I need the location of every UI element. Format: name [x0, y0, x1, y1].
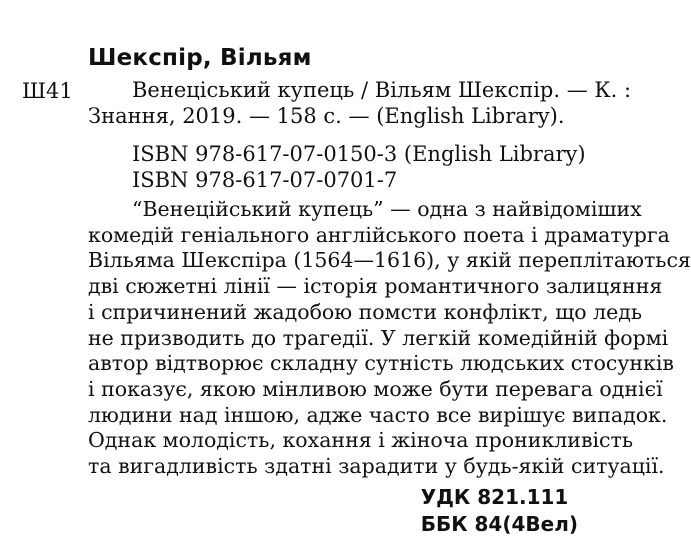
annotation-line: комедій геніального англійського поета і драматурга	[88, 222, 670, 247]
isbn-line: ISBN 978-617-07-0701-7	[132, 167, 398, 192]
annotation-line: і показує, якою мінливою може бути перевага однієї	[88, 376, 663, 401]
annotation-line: “Венеційський купець” — одна з найвідоміших	[132, 197, 642, 221]
isbn-block	[132, 142, 586, 193]
annotation-line: і спричинений жадобою помсти конфлікт, що ледь	[88, 299, 643, 324]
annotation-line: Однак молодість, кохання і жіноча проникливість	[88, 428, 634, 453]
bibliographic-line: Венеціський купець / Вільям Шекспір. — К. :	[132, 78, 632, 102]
annotation	[88, 197, 691, 480]
bibliographic-description	[88, 78, 631, 129]
annotation-line: не призводить до трагедії. У легкій комедійній формі	[88, 325, 669, 350]
annotation-line: дві сюжетні лінії — історія романтичного залицяння	[88, 274, 663, 299]
annotation-line: Вільяма Шекспіра (1564—1616), у якій переплітаються	[88, 248, 691, 273]
bbk-code: ББК 84(4Вел)	[420, 512, 578, 536]
annotation-line: людини над іншою, адже часто все вирішує випадок.	[88, 402, 668, 427]
classification-block	[421, 484, 578, 538]
annotation-line: та вигадливість здатні зарадити у будь-якій ситуації.	[88, 454, 665, 479]
annotation-line: автор відтворює складну сутність людських стосунків	[88, 351, 674, 376]
udc-code: УДК 821.111	[420, 485, 569, 509]
shelf-code: Ш41	[22, 79, 73, 103]
author-heading: Шекспір, Вільям	[88, 45, 312, 71]
isbn-line: ISBN 978-617-07-0150-3 (English Library)	[132, 142, 586, 166]
bibliographic-line: Знання, 2019. — 158 с. — (English Library).	[88, 103, 565, 128]
